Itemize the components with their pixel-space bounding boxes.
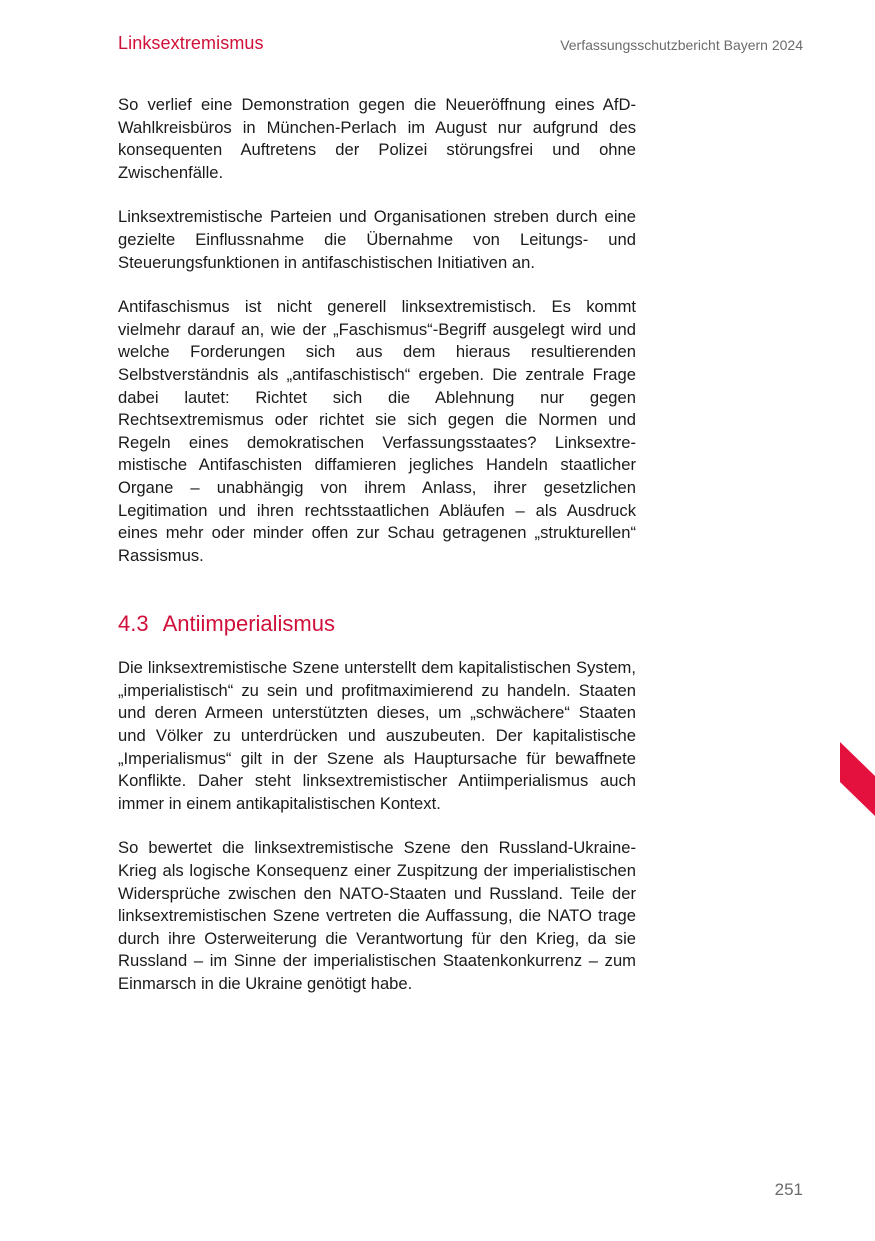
section-title: Antiimperialismus [162,611,335,637]
page-number: 251 [774,1180,803,1199]
body-text [118,94,636,1018]
chapter-tab-marker [840,742,875,816]
paragraph: Die linksextremistische Szene unterstellt dem kapitalistischen System, „imperialistisch“ zu sein und profitmaximierend zu handeln. Staaten und deren Armeen unterstützten dieses, um „schwächere“ Staaten und Völker zu unterdrücken und auszubeuten. Der kapitalistische „Imperialismus“ gilt in der Szene als Hauptursache für bewaffnete Konflikte. Daher steht linksextremistischer Antiimperialismus auch immer in einem antikapitalistischen Kontext. [118,658,636,813]
running-header-publication: Verfassungsschutzbericht Bayern 2024 [560,37,803,53]
running-header-section: Linksextremismus [118,33,264,53]
paragraph: Linksextremistische Parteien und Organisationen streben durch eine gezielte Einflussnahme die Übernahme von Leitungs- und Steuerungsfunktionen in antifaschistischen Initiativen an. [118,207,636,272]
paragraph: So verlief eine Demonstration gegen die Neueröffnung eines AfD-Wahlkreisbüros in München-Perlach im August nur aufgrund des konsequenten Auftretens der Polizei störungsfrei und ohne Zwischenfälle. [118,95,636,182]
paragraph: So bewertet die linksextremistische Szene den Russland-Ukraine-Krieg als logische Konsequenz einer Zuspitzung der imperialistischen Widersprüche zwischen den NATO-Staaten und Russland. Teile der linksextremistischen Szene vertreten die Auffassung, die NATO trage durch ihre Osterweiterung die Verantwortung für den Krieg, da sie Russland – im Sinne der imperialistischen Staatenkonkurrenz – zum Einmarsch in die Ukraine genötigt habe. [118,838,636,993]
section-heading [118,589,636,637]
paragraph: Antifaschismus ist nicht generell linksextremistisch. Es kommt vielmehr darauf an, wie der „Faschismus“-Begriff ausgelegt wird und welche Forderungen sich aus dem hieraus resultierenden Selbstverständnis als „antifaschistisch“ ergeben. Die zentrale Frage dabei lautet: Richtet sich die Ablehnung nur gegen Rechtsextremismus oder richtet sie sich gegen die Normen und Regeln eines demokratischen Verfassungsstaates? Linksextremistische Antifaschisten diffamieren jegliches Handeln staatlicher Organe – unabhängig von ihrem Anlass, ihrer gesetzlichen Legitimation und ihren rechtsstaatlichen Abläufen – als Ausdruck eines mehr oder minder offen zur Schau getragenen „strukturellen“ Rassismus. [118,297,636,565]
section-number: 4.3 [118,611,149,637]
